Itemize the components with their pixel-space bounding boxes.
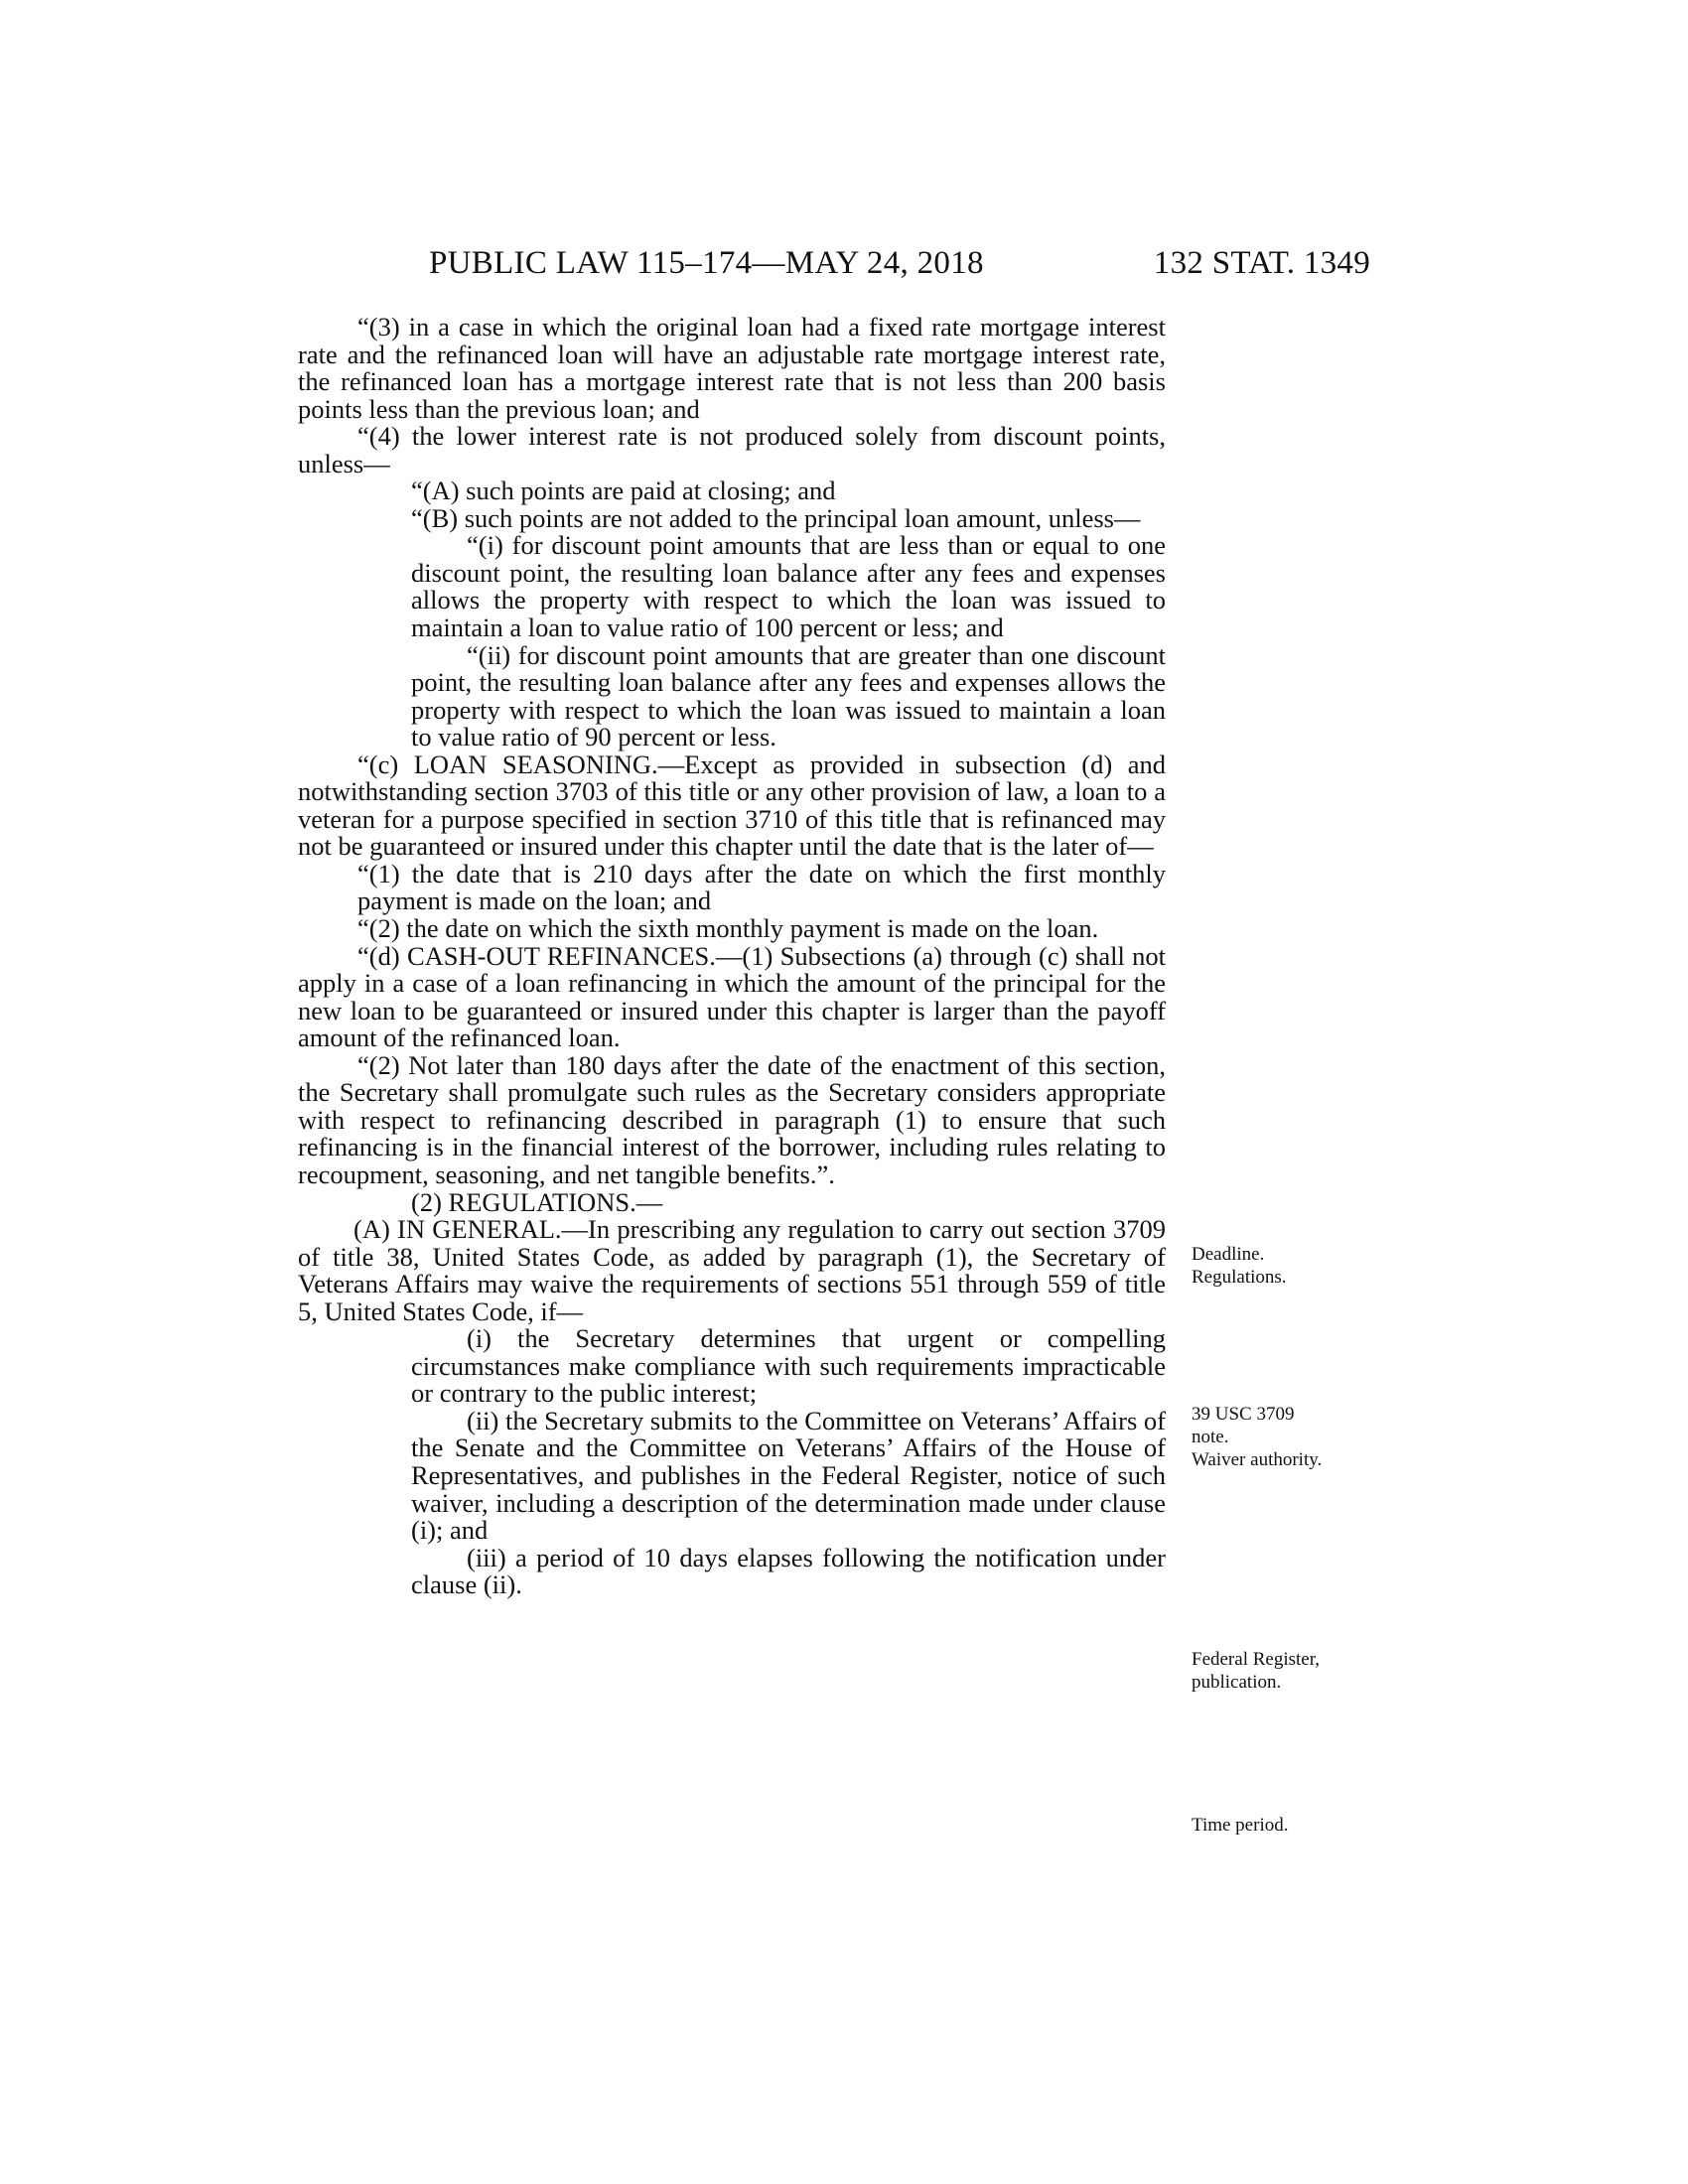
margin-note-note: note. (1192, 1427, 1229, 1447)
subsection-c-loan-seasoning: “(c) LOAN SEASONING.—Except as provided in subsection (d) and notwithstanding section 3703 of this title or any other provision of law, a loan to a veteran for a purpose specified in section 3710 of this title that is refinanced may not be guaranteed or insured under this chapter until the date that is the later of— (298, 749, 1166, 862)
subparagraph-b: “(B) such points are not added to the principal loan amount, unless— (411, 502, 1141, 533)
subsection-c-paragraph-1: “(1) the date that is 210 days after the date on which the first monthly payment is made on the loan; and (357, 858, 1166, 916)
paragraph-3: “(3) in a case in which the original loan had a fixed rate mortgage interest rate and the refinanced loan will have an adjustable rate mortgage interest rate, the refinanced loan has a mortgage interest rate that is not less than 200 basis points less than the previous loan; and (298, 312, 1166, 424)
clause-ii: “(ii) for discount point amounts that are greater than one discount point, the resulting loan balance after any fees and expenses allows the property with respect to which the loan was issued to maintain a loan to value ratio of 90 percent or less. (411, 639, 1166, 752)
margin-note-time-period: Time period. (1192, 1815, 1289, 1836)
regulations-clause-ii: (ii) the Secretary submits to the Committee on Veterans’ Affairs of the Senate and the Committee on Veterans’ Affairs of the House of Representatives, and publishes in the Federal Register, notice of such waiver, including a description of the determination made under clause (i); and (411, 1405, 1166, 1546)
margin-note-regulations: Regulations. (1192, 1267, 1287, 1288)
paragraph-4: “(4) the lower interest rate is not produced solely from discount points, unless— (298, 421, 1166, 478)
regulations-heading: (2) REGULATIONS.— (411, 1186, 663, 1217)
statute-page-number: 132 STAT. 1349 (1153, 245, 1370, 281)
margin-note-waiver-authority: Waiver authority. (1192, 1449, 1323, 1470)
margin-note-usc-citation: 39 USC 3709 (1192, 1404, 1295, 1425)
margin-note-publication: publication. (1192, 1672, 1282, 1693)
clause-i: “(i) for discount point amounts that are less than or equal to one discount point, the resulting loan balance after any fees and expenses allows the property with respect to which the loan was issued to maintain a loan to value ratio of 100 percent or less; and (411, 530, 1166, 643)
subparagraph-a: “(A) such points are paid at closing; and (411, 476, 836, 506)
regulations-clause-i: (i) the Secretary determines that urgent or compelling circumstances make compliance with such requirements impracticable or contrary to the public interest; (411, 1323, 1166, 1409)
subsection-d-paragraph-2: “(2) Not later than 180 days after the date of the enactment of this section, the Secretary shall promulgate such rules as the Secretary considers appropriate with respect to refinancing described in paragraph (1) to ensure that such refinancing is in the financial interest of the borrower, including rules relating to recoupment, seasoning, and net tangible benefits.”. (298, 1049, 1166, 1189)
running-head-title: PUBLIC LAW 115–174—MAY 24, 2018 (429, 245, 984, 281)
subsection-c-paragraph-2: “(2) the date on which the sixth monthly payment is made on the loan. (357, 913, 1099, 944)
regulations-in-general: (A) IN GENERAL.—In prescribing any regulation to carry out section 3709 of title 38, United States Code, as added by paragraph (1), the Secretary of Veterans Affairs may waive the requirements of sections 551 through 559 of title 5, United States Code, if— (298, 1214, 1166, 1326)
subsection-d-cash-out-refinances: “(d) CASH-OUT REFINANCES.—(1) Subsections (a) through (c) shall not apply in a case of a loan refinancing in which the amount of the principal for the new loan to be guaranteed or insured under this chapter is larger than the payoff amount of the refinanced loan. (298, 940, 1166, 1053)
margin-note-deadline: Deadline. (1192, 1244, 1265, 1265)
page-header (298, 245, 1370, 285)
margin-note-federal-register: Federal Register, (1192, 1649, 1321, 1670)
document-body (298, 314, 1166, 1599)
regulations-clause-iii: (iii) a period of 10 days elapses following the notification under clause (ii). (411, 1542, 1166, 1600)
